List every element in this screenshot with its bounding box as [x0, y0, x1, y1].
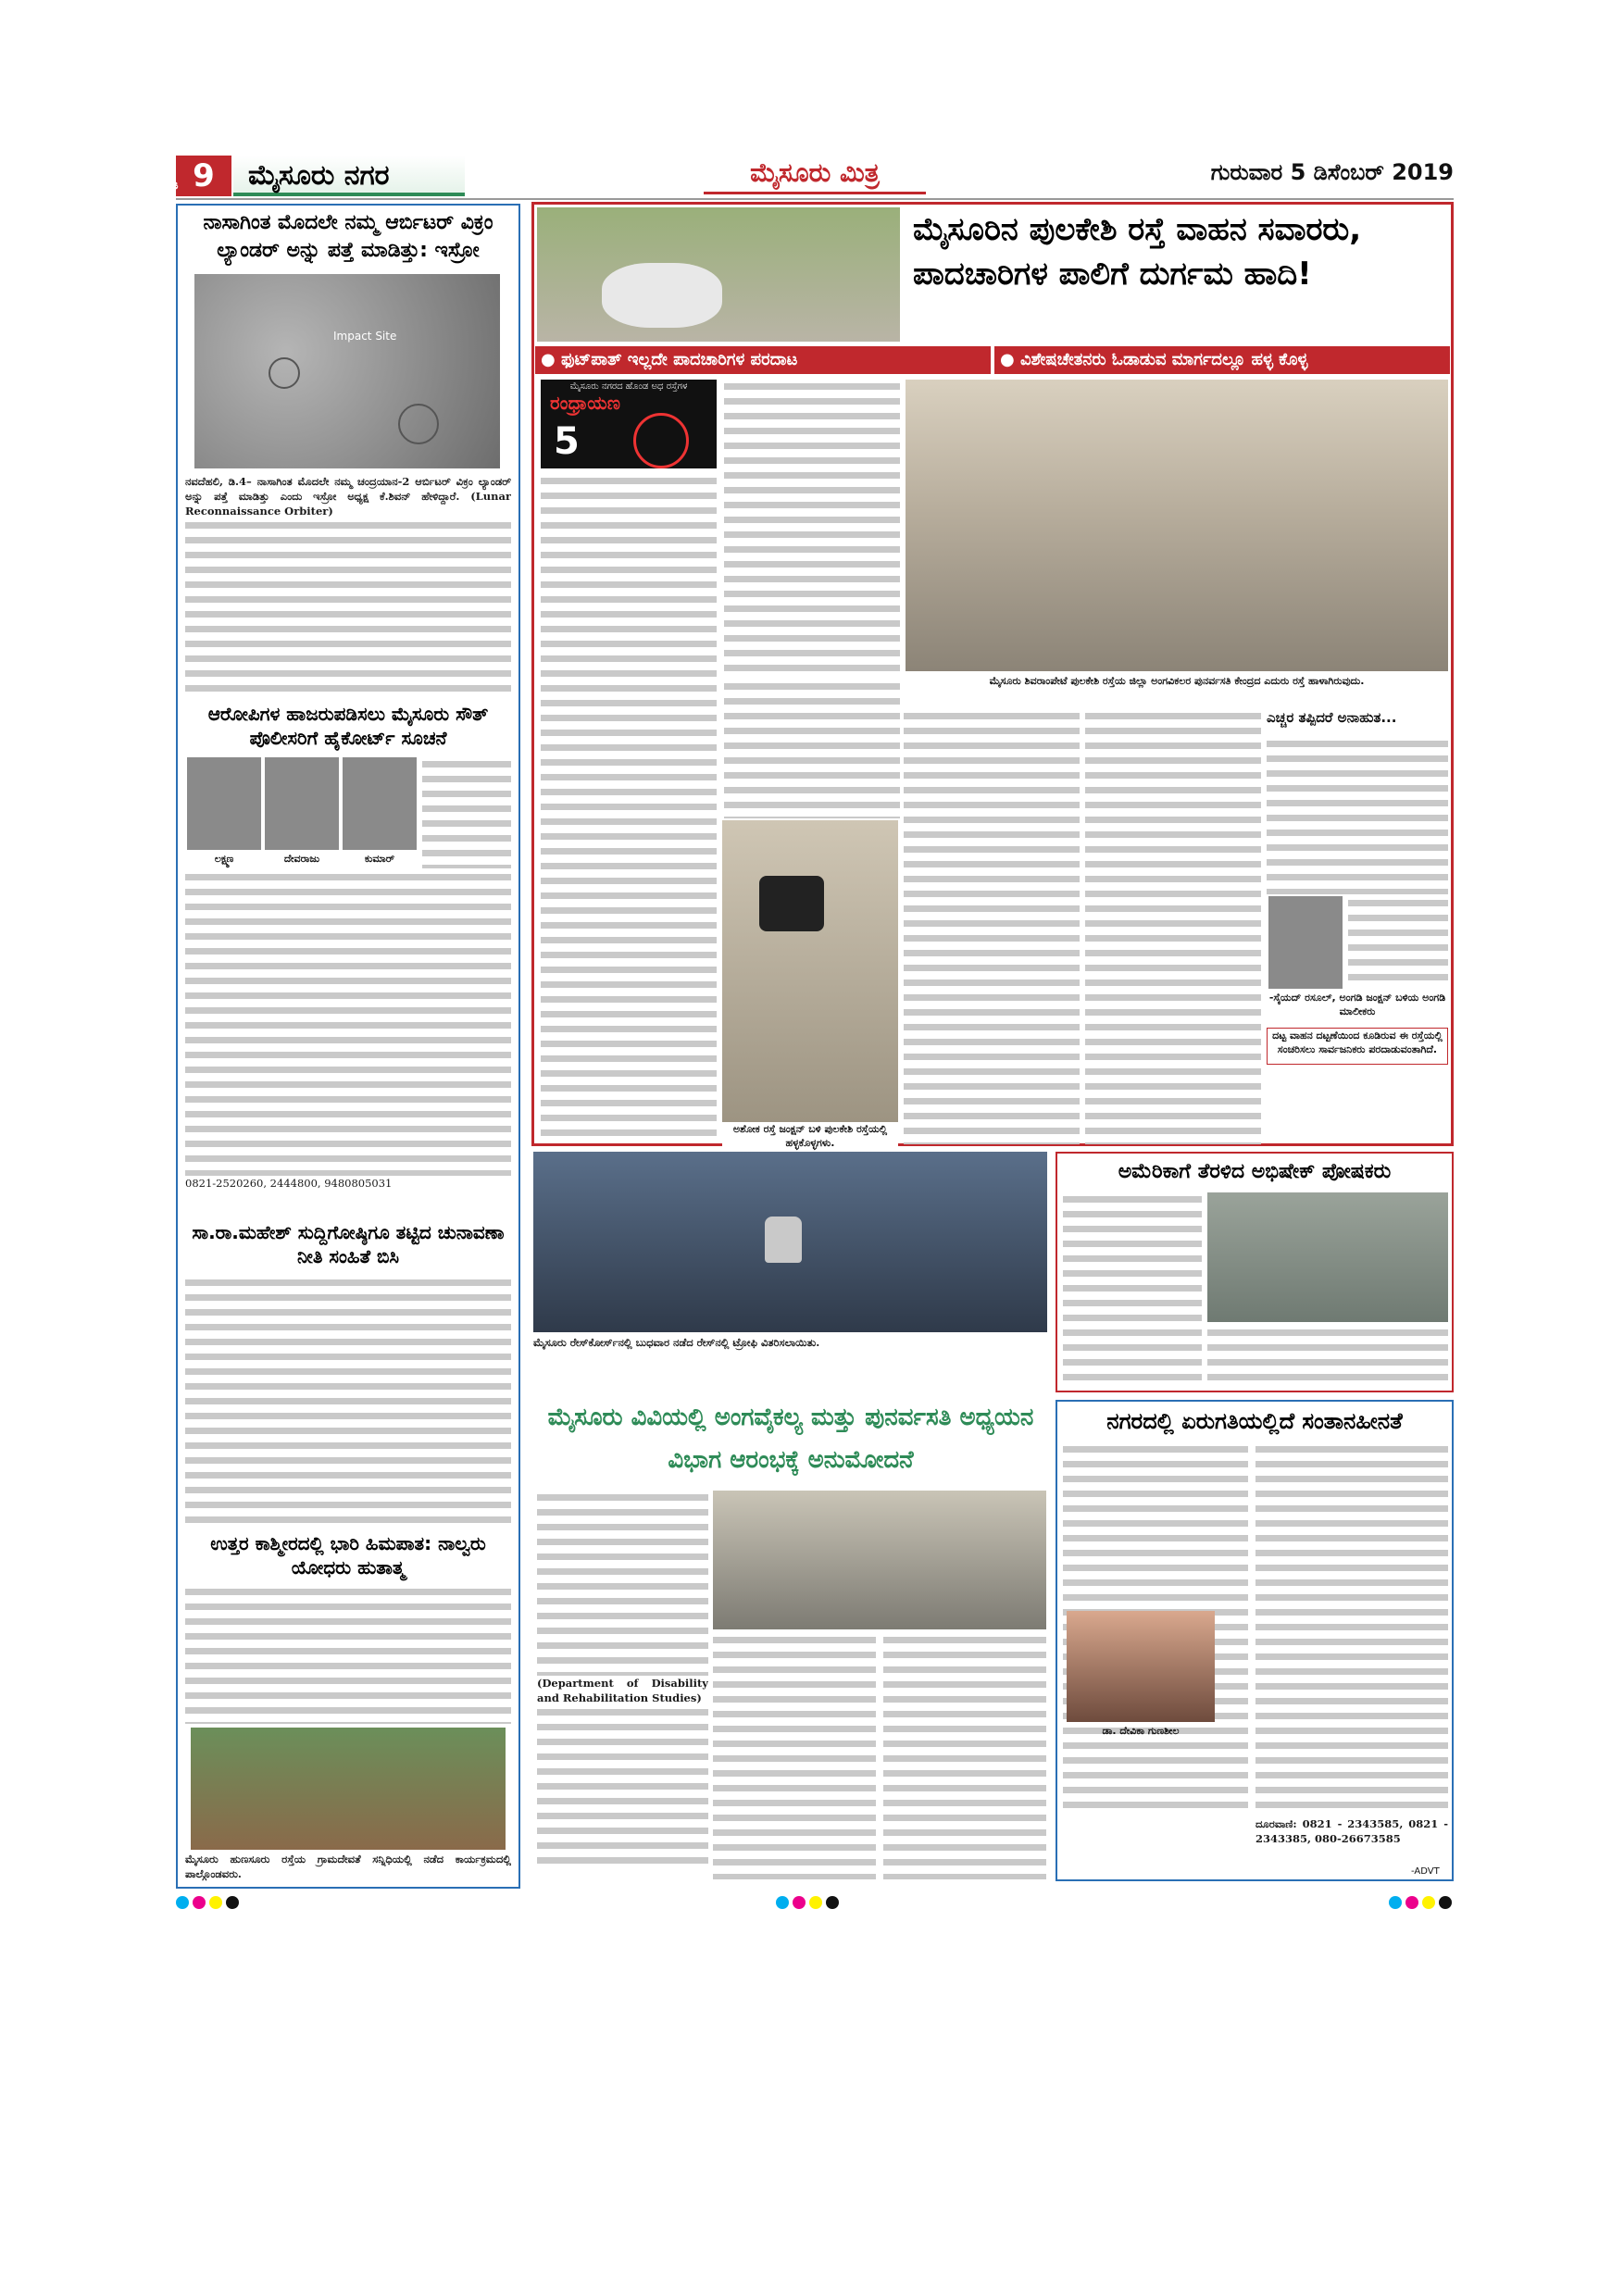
- kashmir-body: [185, 1585, 511, 1724]
- university-headline: ಮೈಸೂರು ವಿವಿಯಲ್ಲಿ ಅಂಗವೈಕಲ್ಯ ಮತ್ತು ಪುನರ್ವಸತಿ ಅಧ್ಯಯನ ವಿಭಾಗ ಆರಂಭಕ್ಕೆ ಅನುಮೋದನೆ: [547, 1404, 1034, 1474]
- page-number: [159, 156, 231, 196]
- crater-mark: [269, 357, 300, 389]
- paper-name: ಮೈಸೂರು ಮಿತ್ರ: [704, 157, 926, 194]
- page-label: ಪುಟ: [159, 178, 179, 193]
- lead-strap-2: ● ವಿಶೇಷಚೇತನರು ಓಡಾಡುವ ಮಾರ್ಗದಲ್ಲೂ ಹಳ್ಳ ಕೊಳ್ಳ: [994, 346, 1450, 374]
- lead-story-col2: [724, 380, 900, 676]
- series-tag: ಮೈಸೂರು ನಗರದ ಹೊಂಡ ಅಧ ರಸ್ತೆಗಳ: [569, 381, 688, 392]
- registration-dot: [826, 1896, 839, 1909]
- mugshot-name: ದೇವರಾಜು: [283, 853, 320, 865]
- registration-dot: [793, 1896, 806, 1909]
- mugshot-photo: [187, 757, 261, 850]
- quote-caption: -ಸೈಯದ್ ರಸೂಲ್, ಅಂಗಡಿ ಜಂಕ್ಷನ್ ಬಳಿಯ ಅಂಗಡಿ ಮಾಲೀಕರು: [1268, 992, 1446, 1017]
- lead-note: ದಟ್ಟ ವಾಹನ ದಟ್ಟಣೆಯಿಂದ ಕೂಡಿರುವ ಈ ರಸ್ತೆಯಲ್ಲಿ ಸಂಚರಿಸಲು ಸಾರ್ವಜನಿಕರು ಪರದಾಡುವಂತಾಗಿದೆ.: [1267, 1028, 1448, 1065]
- series-name: ರಂಧ್ರಾಯಣ: [550, 392, 620, 414]
- mugshot-photo: [343, 757, 417, 850]
- lead-story-col3: [904, 709, 1080, 1144]
- police-story-side: [422, 757, 511, 868]
- lead-subhead: ಎಚ್ಚರ ತಪ್ಪಿದರೆ ಅನಾಹುತ...: [1267, 709, 1397, 726]
- sa-ra-mahesh-headline: ಸಾ.ರಾ.ಮಹೇಶ್ ಸುದ್ದಿಗೋಷ್ಠಿಗೂ ತಟ್ಟಿದ ಚುನಾವಣಾ ನೀತಿ ಸಂಹಿತೆ ಬಿಸಿ: [192, 1221, 505, 1267]
- registration-dot: [1439, 1896, 1452, 1909]
- registration-dot: [1422, 1896, 1435, 1909]
- registration-dot: [226, 1896, 239, 1909]
- registration-dot: [193, 1896, 206, 1909]
- police-headline: ಆರೋಪಿಗಳ ಹಾಜರುಪಡಿಸಲು ಮೈಸೂರು ಸೌತ್ ಪೊಲೀಸರಿಗೆ ಹೈಕೋರ್ಟ್ ಸೂಚನೆ: [207, 703, 489, 749]
- abhishek-story-body-2: [1207, 1326, 1448, 1387]
- abhishek-story-body: [1063, 1192, 1202, 1387]
- mugshot-photo: [265, 757, 339, 850]
- registration-dot: [1389, 1896, 1402, 1909]
- doctor-caption: ಡಾ. ದೇವಿಕಾ ಗುಣಶೀಲ: [1102, 1725, 1180, 1737]
- registration-dot: [209, 1896, 222, 1909]
- doctor-photo: [1067, 1611, 1215, 1722]
- mugshot-name: ಕುಮಾರ್: [364, 853, 395, 865]
- university-meeting-photo: [713, 1491, 1046, 1629]
- auto-rickshaw-caption: ಅಶೋಕ ರಸ್ತೆ ಜಂಕ್ಷನ್ ಬಳಿ ಪುಲಕೇಶಿ ರಸ್ತೆಯಲ್ಲಿ ಹಳ್ಳಕೊಳ್ಳಗಳು.: [722, 1122, 898, 1150]
- lead-headline: ಮೈಸೂರಿನ ಪುಲಕೇಶಿ ರಸ್ತೆ ವಾಹನ ಸವಾರರು, ಪಾದಚಾರಿಗಳ ಪಾಲಿಗೆ ದುರ್ಗಮ ಹಾದಿ!: [913, 211, 1362, 293]
- pulakeshi-road-photo: [906, 380, 1448, 671]
- santana-headline: ನಗರದಲ್ಲಿ ಏರುಗತಿಯಲ್ಲಿದೆ ಸಂತಾನಹೀನತೆ: [1106, 1408, 1403, 1434]
- auto-rickshaw: [759, 876, 824, 931]
- lead-story-col2b: [724, 680, 900, 818]
- target-icon: [633, 413, 689, 468]
- trophy-event-photo: [533, 1152, 1047, 1332]
- lead-story-col5: [1267, 737, 1448, 894]
- moon-surface-image: [194, 274, 500, 468]
- page-number-value: 9: [193, 157, 215, 194]
- shopkeeper-photo: [1268, 896, 1343, 989]
- isro-headline: ನಾಸಾಗಿಂತ ಮೊದಲೇ ನಮ್ಮ ಆರ್ಬಿಟರ್ ವಿಕ್ರಂ ಲ್ಯಾಂಡರ್ ಅನ್ನು ಪತ್ತೆ ಮಾಡಿತ್ತು: ಇಸ್ರೋ: [203, 211, 493, 262]
- temple-event-caption: ಮೈಸೂರು ಹುಣಸೂರು ರಸ್ತೆಯ ಗ್ರಾಮದೇವತೆ ಸನ್ನಿಧಿಯಲ್ಲಿ ನಡೆದ ಕಾರ್ಯಕ್ರಮದಲ್ಲಿ ಪಾಲ್ಗೊಂಡವರು.: [185, 1853, 511, 1880]
- registration-dot: [1405, 1896, 1418, 1909]
- advt-label: -ADVT: [1411, 1866, 1440, 1877]
- registration-dot: [809, 1896, 822, 1909]
- sa-ra-mahesh-body: [185, 1276, 511, 1526]
- series-number: 5: [554, 420, 580, 463]
- santana-contact: ದೂರವಾಣಿ: 0821 - 2343585, 0821 - 2343385, 080-26673585: [1255, 1817, 1448, 1845]
- lead-strap-1: ● ಫುಟ್‌ಪಾತ್ ಇಲ್ಲದೇ ಪಾದಚಾರಿಗಳ ಪರದಾಟ: [535, 346, 991, 374]
- quote-text: [1348, 896, 1448, 989]
- garbage-bag: [602, 263, 722, 328]
- auto-rickshaw-photo: [722, 820, 898, 1140]
- police-contact: 0821-2520260, 2444800, 9480805031: [185, 1177, 393, 1190]
- university-body-col2: [713, 1633, 876, 1879]
- abhishek-headline: ಅಮೆರಿಕಾಗೆ ತೆರಳಿದ ಅಭಿಷೇಕ್ ಪೋಷಕರು: [1118, 1160, 1392, 1183]
- crater-mark: [398, 404, 439, 444]
- kashmir-headline: ಉತ್ತರ ಕಾಶ್ಮೀರದಲ್ಲಿ ಭಾರಿ ಹಿಮಪಾತ: ನಾಲ್ವರು ಯೋಧರು ಹುತಾತ್ಮ: [210, 1532, 486, 1578]
- pulakeshi-road-caption: ಮೈಸೂರು ಶಿವರಾಂಪೇಟೆ ಪುಲಕೇಶಿ ರಸ್ತೆಯ ಜಿಲ್ಲಾ ಅಂಗವಿಕಲರ ಪುನರ್ವಸತಿ ಕೇಂದ್ರದ ಎದುರು ರಸ್ತೆ ಹಾಳಾಗಿರುವುದು.: [989, 675, 1365, 687]
- temple-event-photo: [191, 1728, 506, 1850]
- registration-dot: [176, 1896, 189, 1909]
- trophy-icon: [765, 1217, 802, 1263]
- issue-date: ಗುರುವಾರ 5 ಡಿಸೆಂಬರ್ 2019: [1210, 159, 1454, 185]
- garbage-photo: [537, 207, 900, 342]
- university-body-col1: [537, 1491, 708, 1879]
- university-body-col3: [883, 1633, 1046, 1879]
- santana-body-col2: [1255, 1442, 1448, 1813]
- section-title: ಮೈಸೂರು ನಗರ: [233, 156, 465, 196]
- mugshot-name: ಲಕ್ಷ್ಮಣ: [214, 853, 234, 865]
- registration-dot: [776, 1896, 789, 1909]
- impact-site-label: Impact Site: [333, 330, 397, 343]
- series-logo: [541, 380, 717, 468]
- header-rule: [176, 198, 1454, 200]
- lead-story-col1: [541, 474, 717, 1141]
- trophy-event-caption: ಮೈಸೂರು ರೇಸ್‌ಕೋರ್ಸ್‌ನಲ್ಲಿ ಬುಧವಾರ ನಡೆದ ರೇಸ್‌ನಲ್ಲಿ ಟ್ರೋಫಿ ವಿತರಿಸಲಾಯಿತು.: [533, 1336, 820, 1349]
- police-story-body: [185, 870, 511, 1213]
- isro-story-body: ನವದೆಹಲಿ, ಡಿ.4– ನಾಸಾಗಿಂತ ಮೊದಲೇ ನಮ್ಮ ಚಂದ್ರಯಾನ-2 ಆರ್ಬಿಟರ್ ವಿಕ್ರಂ ಲ್ಯಾಂಡರ್ ಅನ್ನು ಪತ್ತೆ ಮಾಡಿತ್ತು ಎಂದು ಇಸ್ರೋ ಅಧ್ಯಕ್ಷ ಕೆ.ಶಿವನ್ ಹೇಳಿದ್ದಾರೆ. (Lunar Reconnaissance Orbiter): [185, 474, 511, 696]
- lead-story-col4: [1085, 709, 1261, 1144]
- department-name-en: (Department of Disability and Rehabilitation Studies): [537, 1677, 708, 1704]
- abhishek-parents-photo: [1207, 1192, 1448, 1322]
